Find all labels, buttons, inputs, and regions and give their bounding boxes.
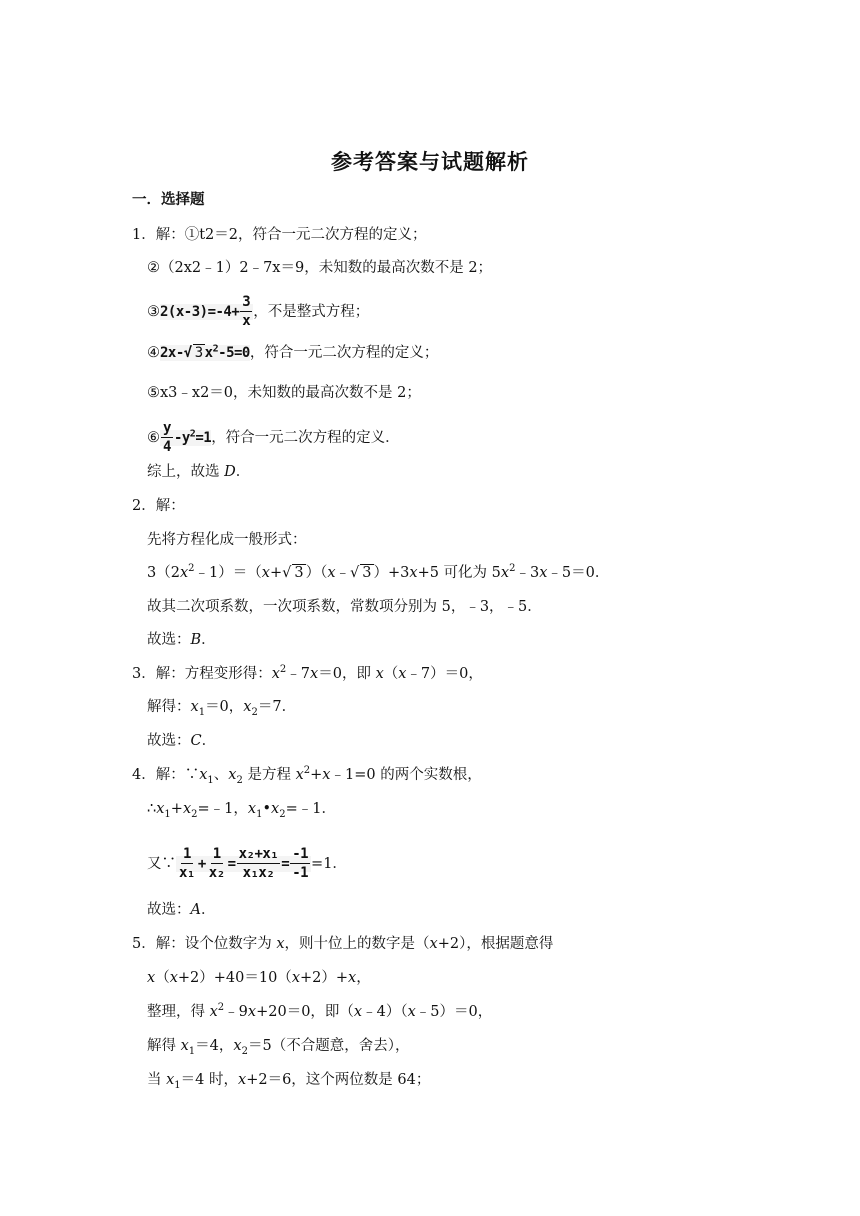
- q2-line4: 故其二次项系数，一次项系数，常数项分别为 5，﹣3，﹣5．: [147, 599, 542, 615]
- q3-line1: 3．解：方程变形得：$x^2﹣7x=0$，即 x（x﹣7）＝0，: [132, 664, 483, 682]
- q5-line5: 当 $x_1=4$ 时，x+2＝6，这个两位数是 64；: [147, 1072, 431, 1091]
- q4-line1: 4．解：$\because x_1$、$x_2$ 是方程 $x^2+x﹣1=0$ 的两个实数根，: [132, 765, 482, 786]
- q1-line1: 1．解：①t2＝2，符合一元二次方程的定义；: [132, 227, 427, 243]
- q4-line3: 又∵ $\frac{1}{\text{x₁}}$ + $\frac{1}{\text{x₂}}$ = $\frac{\text{x₂+x₁}}{\text{x₁x₂}}$ = $\frac{-1}{-1}$ =1．: [147, 846, 347, 881]
- q1-line6: ⑥ $\frac{y}{4}$ $-y^2=1$，符合一元二次方程的定义．: [147, 420, 400, 455]
- q5-line4: 解得 $x_1=4$，$x_2=5$（不合题意，舍去），: [147, 1038, 410, 1057]
- q1-line3: ③2(x-3)=-4+ $\frac{3}{x}$ ，不是整式方程；: [147, 294, 370, 329]
- q1-line4: ④2x-√ 3 $x^2-5=0$，符合一元二次方程的定义；: [147, 343, 439, 361]
- q4-line4: 故选：A．: [147, 902, 216, 918]
- q5-line1: 5．解：设个位数字为 x，则十位上的数字是（x+2），根据题意得: [132, 936, 554, 952]
- q3-line2: 解得：$x_1=0$，$x_2=7$．: [147, 699, 297, 718]
- q2-line1: 2．解：: [132, 498, 185, 514]
- q5-line2: x（x+2）+40＝10（x+2）+x，: [147, 970, 371, 986]
- page-title: 参考答案与试题解析: [331, 149, 529, 174]
- circle-number: ③: [147, 304, 160, 320]
- q5-line3: 整理，得 $x^2﹣9x+20=0$，即（x﹣4）（x﹣5）＝0，: [147, 1002, 493, 1020]
- q1-line5: ⑤x3﹣x2＝0，未知数的最高次数不是 2；: [147, 385, 421, 401]
- q2-line2: 先将方程化成一般形式：: [147, 532, 307, 548]
- section-heading: 一．选择题: [132, 191, 205, 208]
- q4-line2: $\therefore x_1+x_2=﹣1$，$x_1•x_2=﹣1$．: [147, 801, 336, 820]
- equation-image: 2(x-3)=-4+ $\frac{3}{x}$: [160, 304, 253, 320]
- q2-line5: 故选：B．: [147, 632, 216, 648]
- q1-line2: ②（2x2﹣1）2﹣7x＝9，未知数的最高次数不是 2；: [147, 260, 493, 276]
- equation-image: $\frac{1}{\text{x₁}}$ + $\frac{1}{\text{x₂}}$ = $\frac{\text{x₂+x₁}}{\text{x₁x₂}}$ = $\frac{-1}{-1}$: [176, 856, 311, 872]
- equation-image: $\frac{y}{4}$ $-y^2=1$: [160, 430, 211, 446]
- q3-line3: 故选：C．: [147, 733, 217, 749]
- q1-line7: 综上，故选 D．: [147, 464, 251, 480]
- q2-line3: $3(2x^2﹣1)=(x+√$ 3 ）（x﹣√ 3 ）+3x+5 可化为 $5x^2﹣3x﹣5=0$．: [147, 563, 610, 581]
- equation-image: 2x-√ 3 $x^2-5=0$: [160, 343, 250, 361]
